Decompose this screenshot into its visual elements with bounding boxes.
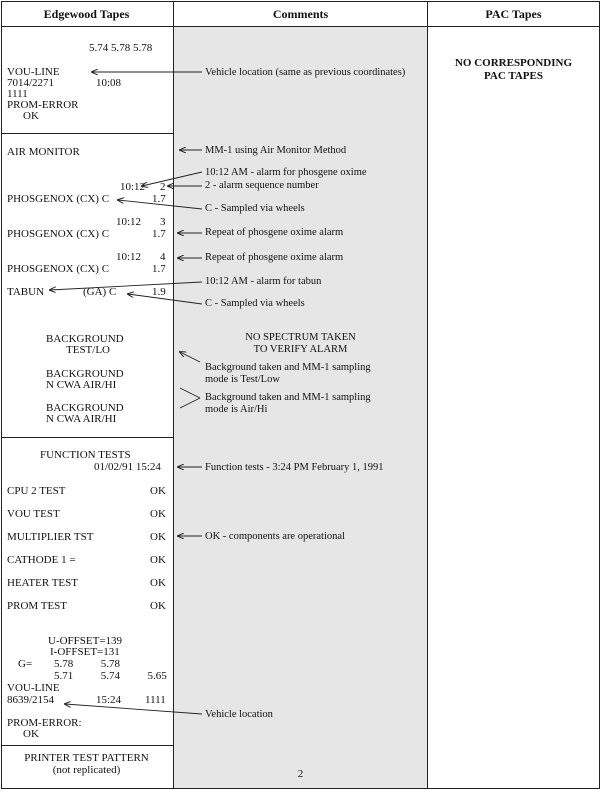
arrow-bg-test-low [180,352,200,362]
tape4-title: FUNCTION TESTS [40,449,131,461]
tape4-location: 8639/2154 [7,694,55,706]
tape4-i-offset: I-OFFSET=131 [50,646,120,658]
tape1-location: 7014/2271 [7,77,55,89]
arrow-sampled-wheels [118,200,202,209]
comment-bg-test-low-line2: mode is Test/Low [205,374,280,385]
tape1-vou-line: VOU-LINE [7,66,60,78]
tape2-alarm3-value: 1.7 [152,263,166,275]
arrow-alarm-tabun [50,282,202,290]
arrow-vehicle-location [65,704,202,714]
comment-sampled-wheels: C - Sampled via wheels [205,298,305,309]
pac-note-line2: PAC TAPES [484,70,543,82]
comment-alarm-seq: 2 - alarm sequence number [205,180,319,191]
tape4-u-offset: U-OFFSET=139 [48,635,123,647]
tape1-code: 1111 [7,88,28,100]
tape2-alarm2-seq: 3 [160,216,166,228]
tape1-prom-error: PROM-ERROR [7,99,79,111]
tape2-air-monitor: AIR MONITOR [7,146,80,158]
test-name: CPU 2 TEST [7,485,66,497]
header-pac-tapes: PAC Tapes [485,7,542,21]
comment-bg-test-low-line1: Background taken and MM-1 sampling [205,362,371,373]
tape2-tabun-agent: TABUN [7,286,45,298]
tape3-bg3-line1: BACKGROUND [46,402,124,414]
comment-ok-components: OK - components are operational [205,531,345,542]
comment-mm1-method: MM-1 using Air Monitor Method [205,145,347,156]
tape3-bg1-line2: TEST/LO [66,344,110,356]
comment-alarm-tabun: 10:12 AM - alarm for tabun [205,276,322,287]
comment-function-tests: Function tests - 3:24 PM February 1, 1991 [205,462,384,473]
comment-bg-air-hi-line1: Background taken and MM-1 sampling [205,392,371,403]
test-name: MULTIPLIER TST [7,531,94,543]
header-edgewood-tapes: Edgewood Tapes [43,7,130,21]
comment-vehicle-location: Vehicle location (same as previous coordinates) [205,67,406,78]
tape3-bg1-line1: BACKGROUND [46,333,124,345]
test-name: CATHODE 1 = [7,554,76,566]
tape2-alarm1-value: 1.7 [152,193,166,205]
tape4-time: 15:24 [96,694,122,706]
tape5-line2: (not replicated) [52,764,121,776]
tape1-ok: OK [23,110,39,122]
tape1-time: 10:08 [96,77,122,89]
comment-bg-air-hi-line2: mode is Air/Hi [205,404,268,415]
arrow-bg-air-hi [180,398,200,408]
test-result: OK [150,554,166,566]
tape2-alarm1-time: 10:12 [120,181,146,193]
tape2-alarm1-seq: 2 [160,181,166,193]
header-comments: Comments [272,7,329,21]
tape4-vou-line: VOU-LINE [7,682,60,694]
comment-no-spectrum-line2: TO VERIFY ALARM [253,344,348,355]
tape2-alarm3-time: 10:12 [116,251,142,263]
pac-note-line1: NO CORRESPONDING [454,57,573,69]
comment-repeat-alarm: Repeat of phosgene oxime alarm [205,252,344,263]
tape2-alarm2-agent: PHOSGENOX (CX) C [7,228,110,240]
tape1-coordinates: 5.74 5.78 5.78 [89,42,153,54]
tape4-g-row2: 5.71 5.74 5.65 [54,670,167,682]
page-number: 2 [297,768,304,780]
test-name: HEATER TEST [7,577,78,589]
tape4-g-label: G= [18,658,33,670]
test-name: PROM TEST [7,600,68,612]
test-name: VOU TEST [7,508,60,520]
comment-repeat-alarm: Repeat of phosgene oxime alarm [205,227,344,238]
tape5-line1: PRINTER TEST PATTERN [24,752,149,764]
test-result: OK [150,485,166,497]
tape2-alarm1-agent: PHOSGENOX (CX) C [7,193,110,205]
tape2-alarm2-value: 1.7 [152,228,166,240]
tape2-alarm3-seq: 4 [160,251,166,263]
tape2-alarm3-agent: PHOSGENOX (CX) C [7,263,110,275]
test-result: OK [150,531,166,543]
tape4-prom-error: PROM-ERROR: [7,717,82,729]
comment-alarm-phosgene: 10:12 AM - alarm for phosgene oxime [205,167,367,178]
test-result: OK [150,508,166,520]
tape4-ok: OK [23,728,39,740]
tape3-bg2-line2: N CWA AIR/HI [46,379,117,391]
tape2-tabun-value: 1.9 [152,286,166,298]
arrow-alarm-phosgene [142,172,202,186]
arrow-sampled-wheels [128,294,202,304]
tape3-bg2-line1: BACKGROUND [46,368,124,380]
tape2-alarm2-time: 10:12 [116,216,142,228]
test-result: OK [150,577,166,589]
tape2-tabun-class: (GA) C [83,286,117,298]
tape3-bg3-line2: N CWA AIR/HI [46,413,117,425]
comment-vehicle-location: Vehicle location [205,709,273,720]
tape4-datetime: 01/02/91 15:24 [94,461,161,473]
tape4-g-row1: 5.78 5.78 [54,658,120,670]
tape4-code: 1111 [145,694,166,706]
arrow-bg-air-hi [180,388,200,398]
test-result: OK [150,600,166,612]
comment-no-spectrum-line1: NO SPECTRUM TAKEN [245,332,356,343]
comment-sampled-wheels: C - Sampled via wheels [205,203,305,214]
